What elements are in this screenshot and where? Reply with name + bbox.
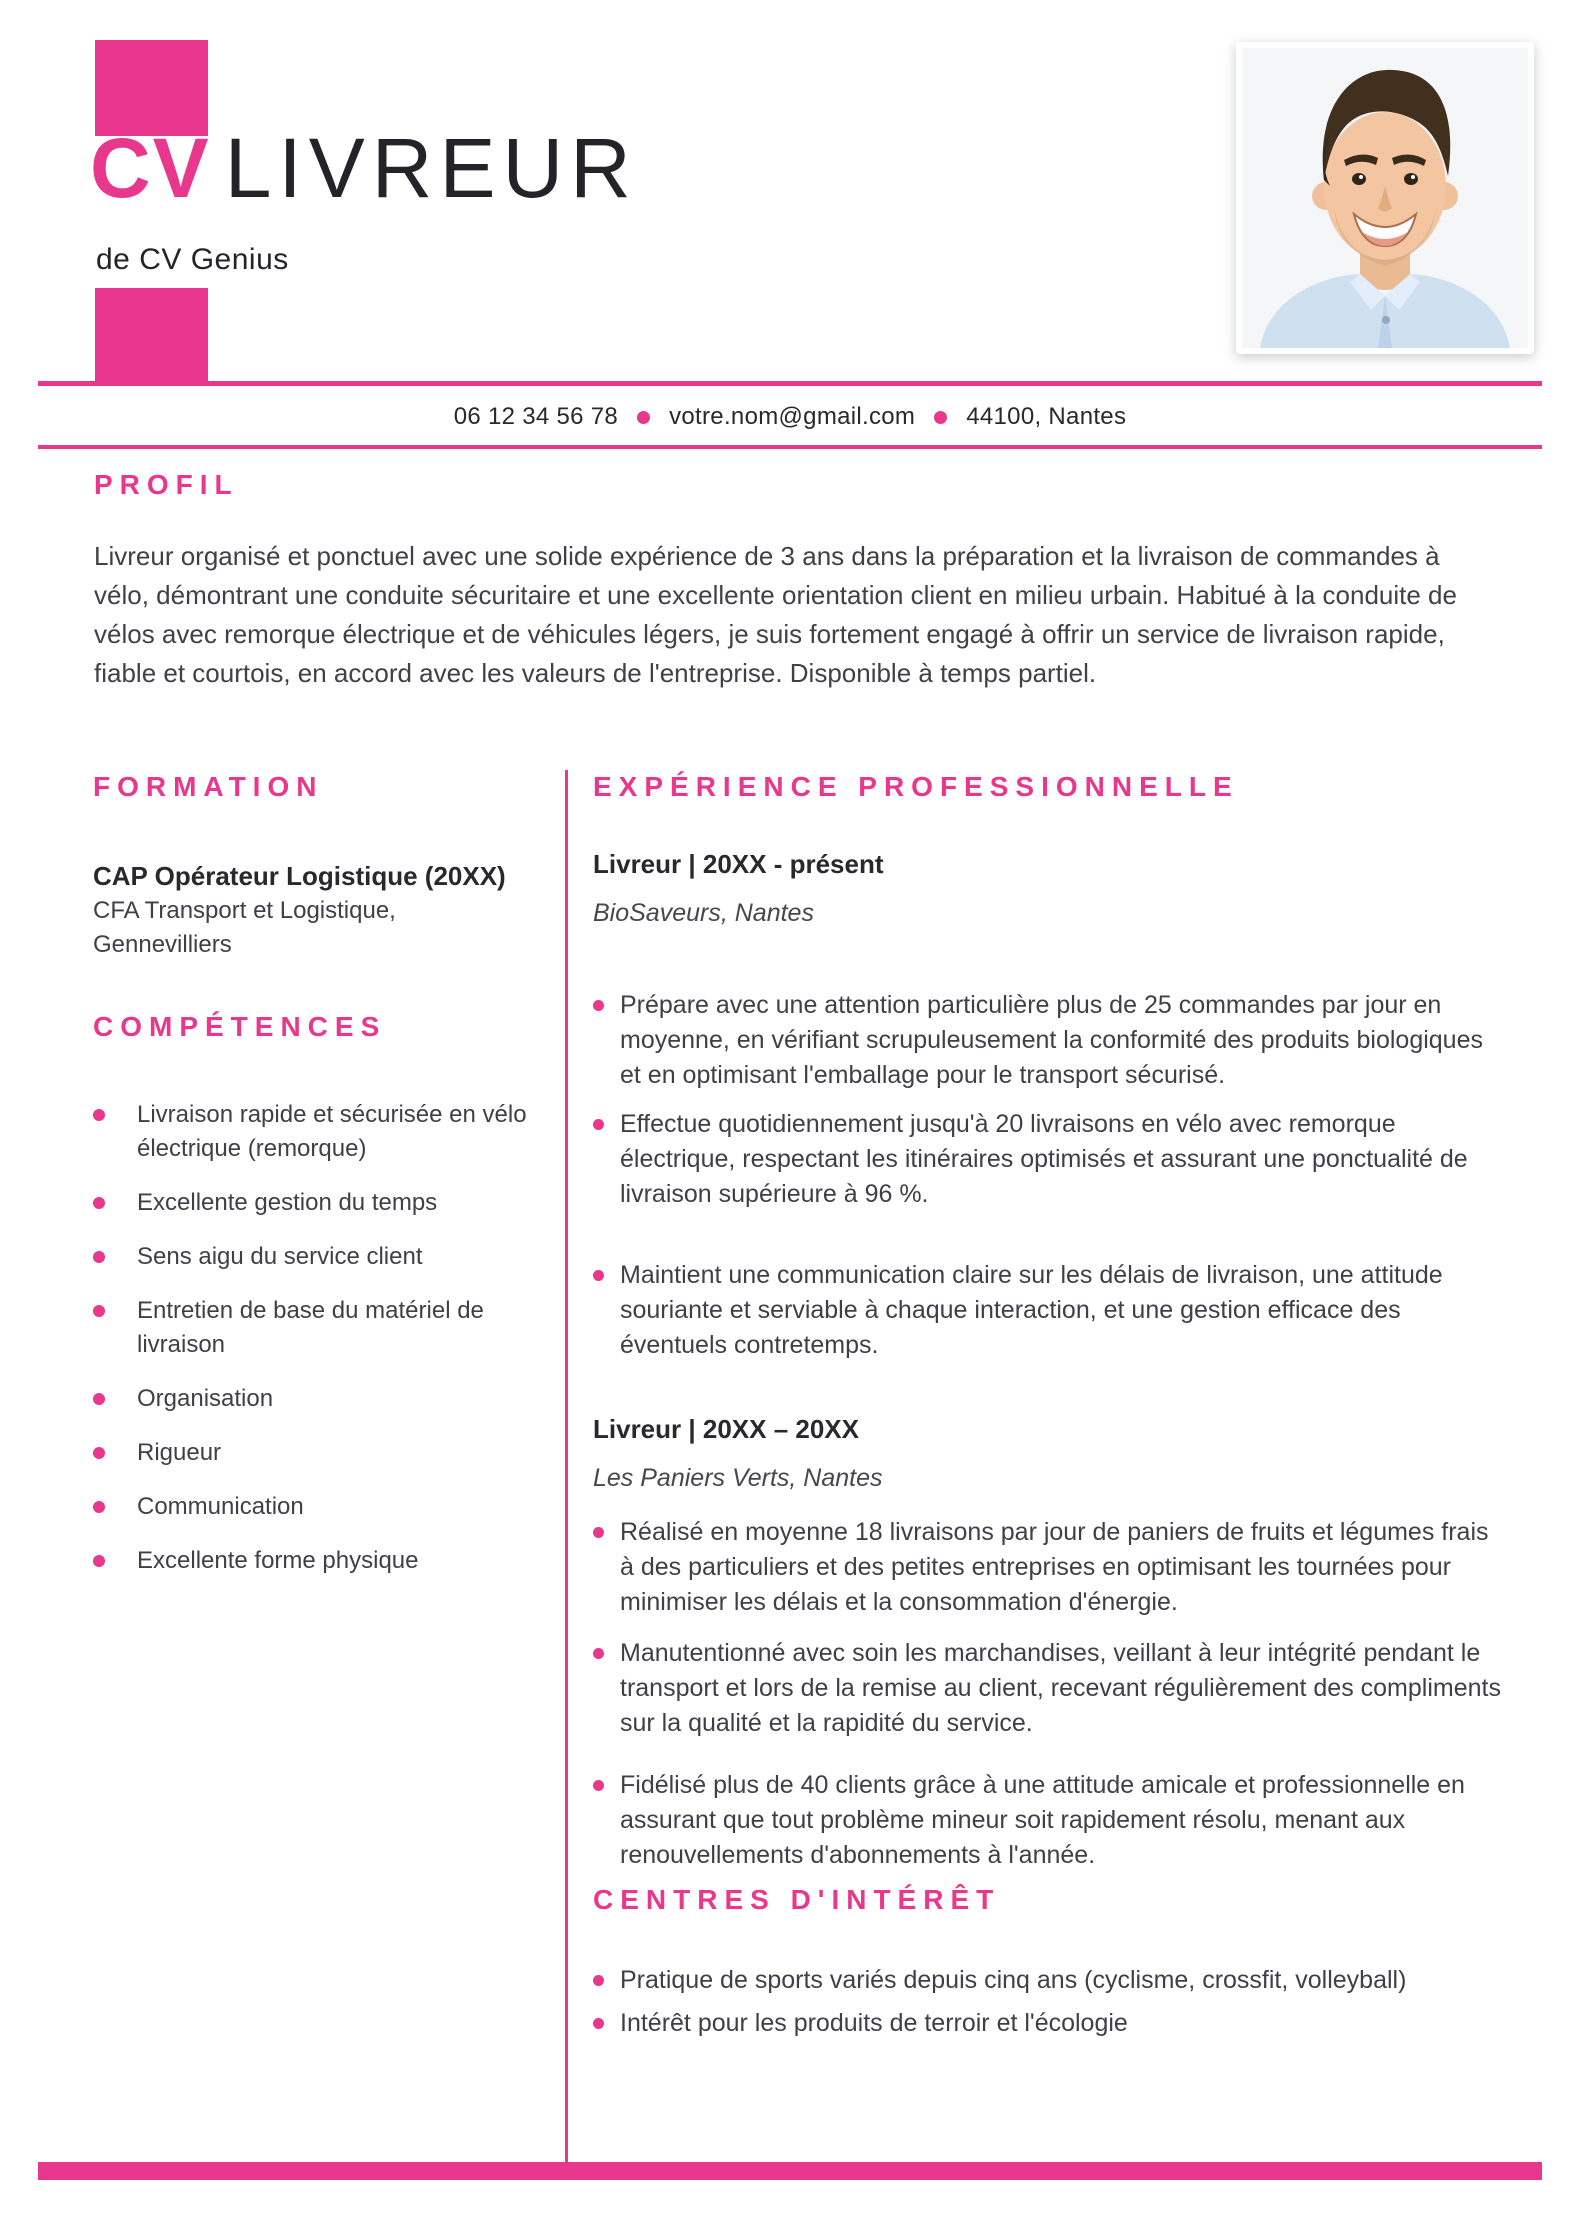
bullet-dot-icon [93, 1555, 105, 1567]
bullet-dot-icon [93, 1197, 105, 1209]
job-bullet-text: Maintient une communication claire sur les délais de livraison, une attitude souriante et serviable à chaque interaction, et une gestion efficace des éventuels contretemps. [620, 1261, 1443, 1359]
left-column [93, 772, 530, 1578]
bullet-dot-icon [593, 1648, 604, 1659]
job-title: Livreur | 20XX - présent [593, 849, 884, 879]
skills-list [93, 1098, 530, 1578]
bullet-dot-icon [93, 1251, 105, 1263]
job-bullet [593, 1258, 1503, 1363]
section-heading-formation: FORMATION [93, 771, 324, 802]
skill-text: Communication [137, 1493, 304, 1520]
right-column [593, 772, 1503, 2041]
skill-item [93, 1294, 530, 1362]
education-school: CFA Transport et Logistique, [93, 897, 396, 924]
skill-item [93, 1186, 530, 1220]
skill-text: Entretien de base du matériel de livraison [137, 1297, 484, 1358]
job-title: Livreur | 20XX – 20XX [593, 1414, 859, 1444]
job-bullet [593, 988, 1503, 1093]
skill-item [93, 1098, 530, 1166]
footer-bar [38, 2162, 1542, 2180]
interests-list [593, 1963, 1503, 2041]
header-divider-line [38, 381, 1542, 386]
contact-location: 44100, Nantes [966, 403, 1127, 430]
skill-item [93, 1490, 530, 1524]
bullet-dot-icon [93, 1501, 105, 1513]
job-bullet [593, 1768, 1503, 1873]
job-bullet [593, 1107, 1503, 1212]
section-heading-competences: COMPÉTENCES [93, 1011, 387, 1042]
skill-item [93, 1240, 530, 1274]
job-entry [593, 1411, 1503, 1873]
job-bullet-list [593, 1515, 1503, 1873]
section-heading-profil: PROFIL [94, 469, 239, 500]
education-entry [93, 858, 530, 962]
interest-text: Intérêt pour les produits de terroir et l'écologie [620, 2009, 1128, 2037]
skill-text: Excellente forme physique [137, 1547, 419, 1574]
job-company: Les Paniers Verts, Nantes [593, 1464, 883, 1492]
skill-item [93, 1382, 530, 1416]
bullet-dot-icon [593, 1000, 604, 1011]
job-company: BioSaveurs, Nantes [593, 899, 814, 927]
section-heading-experience: EXPÉRIENCE PROFESSIONNELLE [593, 771, 1239, 802]
bullet-dot-icon [593, 1527, 604, 1538]
bullet-dot-icon [93, 1393, 105, 1405]
job-bullet [593, 1515, 1503, 1620]
contact-phone: 06 12 34 56 78 [453, 403, 619, 430]
education-city: Gennevilliers [93, 931, 232, 958]
job-bullet-text: Effectue quotidiennement jusqu'à 20 livraisons en vélo avec remorque électrique, respectant les itinéraires optimisés et assurant une ponctualité de livraison supérieure à 96 %. [620, 1110, 1468, 1208]
skill-text: Rigueur [137, 1439, 222, 1466]
contact-divider-line [38, 445, 1542, 449]
education-degree: CAP Opérateur Logistique (20XX) [93, 861, 506, 891]
bullet-dot-icon [593, 2018, 604, 2029]
interest-item [593, 1963, 1503, 1998]
skill-text: Excellente gestion du temps [137, 1189, 438, 1216]
title-rest: LIVREUR [224, 121, 638, 215]
column-divider-line [565, 770, 568, 2162]
skill-text: Organisation [137, 1385, 274, 1412]
job-bullet-text: Réalisé en moyenne 18 livraisons par jour de paniers de fruits et légumes frais à des particuliers et des petites entreprises en optimisant les tournées pour minimiser les délais et la consommation d'énergie. [620, 1518, 1489, 1616]
job-bullet-text: Manutentionné avec soin les marchandises, veillant à leur intégrité pendant le transport et lors de la remise au client, recevant régulièrement des compliments sur la qualité et la rapidité du service. [620, 1639, 1501, 1737]
section-heading-interets: CENTRES D'INTÉRÊT [593, 1884, 1001, 1915]
interest-text: Pratique de sports variés depuis cinq ans (cyclisme, crossfit, volleyball) [620, 1966, 1407, 1994]
skill-text: Livraison rapide et sécurisée en vélo électrique (remorque) [137, 1101, 527, 1162]
portrait-illustration [1242, 48, 1528, 348]
separator-dot-icon [934, 411, 947, 424]
skill-item [93, 1436, 530, 1470]
skill-item [93, 1544, 530, 1578]
profile-photo [1236, 42, 1534, 354]
separator-dot-icon [637, 411, 650, 424]
bullet-dot-icon [593, 1270, 604, 1281]
job-bullet-text: Fidélisé plus de 40 clients grâce à une attitude amicale et professionnelle en assurant que tout problème mineur soit rapidement résolu, menant aux renouvellements d'abonnements à l'année. [620, 1771, 1465, 1869]
brand-subtitle: de CV Genius [96, 243, 289, 276]
job-bullet [593, 1636, 1503, 1741]
contact-email: votre.nom@gmail.com [669, 403, 916, 430]
bullet-dot-icon [93, 1447, 105, 1459]
skill-text: Sens aigu du service client [137, 1243, 423, 1270]
bullet-dot-icon [93, 1109, 105, 1121]
interest-item [593, 2006, 1503, 2041]
page-title [90, 121, 638, 215]
job-bullet-text: Prépare avec une attention particulière plus de 25 commandes par jour en moyenne, en vérifiant scrupuleusement la conformité des produits biologiques et en optimisant l'emballage pour le transport sécurisé. [620, 991, 1483, 1089]
profil-text: Livreur organisé et ponctuel avec une solide expérience de 3 ans dans la préparation et la livraison de commandes à vélo, démontrant une conduite sécuritaire et une excellente orientation client en milieu urbain. Habitué à la conduite de vélos avec remorque électrique et de véhicules légers, je suis fortement engagé à offrir un service de livraison rapide, fiable et courtois, en accord avec les valeurs de l'entreprise. Disponible à temps partiel. [94, 541, 1457, 688]
bullet-dot-icon [93, 1305, 105, 1317]
title-accent: CV [90, 121, 211, 215]
bullet-dot-icon [593, 1975, 604, 1986]
brand-square-mid [95, 288, 208, 385]
job-bullet-list [593, 988, 1503, 1363]
job-entry [593, 846, 1503, 1363]
bullet-dot-icon [593, 1119, 604, 1130]
contact-bar [0, 394, 1580, 440]
bullet-dot-icon [593, 1780, 604, 1791]
